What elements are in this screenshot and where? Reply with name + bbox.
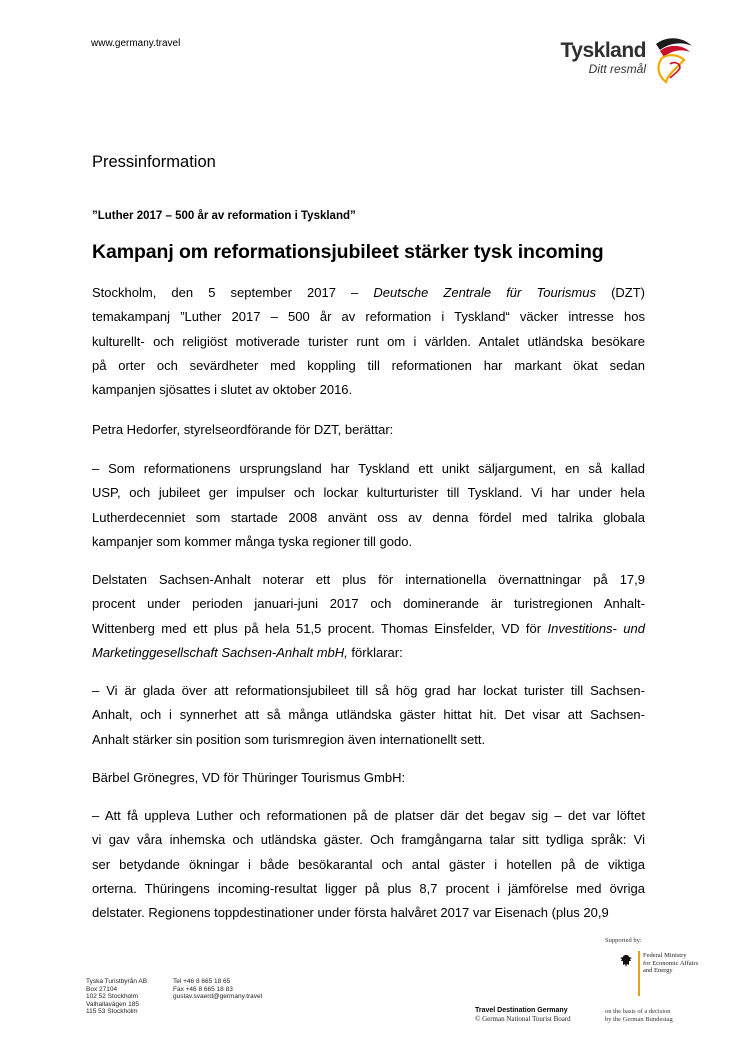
italic-text: Investitions- und (547, 620, 645, 636)
text-line: Wittenberg med ett plus på hela 51,5 procent. Thomas Einsfelder, VD för Investitions- und (92, 620, 645, 636)
text-line: ser betydande ökningar i både besökarantal och antal gäster i hotellen på de viktiga (92, 856, 645, 872)
supported-by-label: Supported by: (605, 937, 642, 944)
federal-eagle-icon (618, 953, 634, 969)
text-line: – Vi är glada över att reformationsjubileet till så hög grad har lockat turister till Sachsen- (92, 683, 645, 698)
bundestag-note (605, 1008, 673, 1023)
ministry-line: Federal Ministry (643, 952, 687, 959)
text-line: Anhalt stärker sin position som turismregion även internationellt sett. (92, 731, 486, 747)
address-line: 115 53 Stockholm (86, 1008, 138, 1016)
text-line: Anhalt, och i synnerhet att så många utländska gäster hittat hit. Det visar att Sachsen- (92, 707, 645, 723)
phone-number: Tel +46 8 665 18 65 (173, 978, 231, 985)
address-line: 102 52 Stockholm (86, 993, 139, 1001)
paragraph (92, 457, 645, 554)
ministry-line: and Energy (643, 967, 673, 974)
postal-address (86, 978, 147, 1016)
ministry-line: for Economic Affairs (643, 959, 699, 967)
text-line: Bärbel Grönegres, VD för Thüringer Tourismus GmbH: (92, 770, 406, 785)
text-line: – Som reformationens ursprungsland har Tyskland ett unikt säljargument, en så kallad (92, 461, 645, 476)
logo-wordmark (556, 40, 646, 76)
text-line: Petra Hedorfer, styrelseordförande för DZT, berättar: (92, 422, 394, 437)
email-link[interactable]: gustav.svaerd@germany.travel (173, 993, 263, 1001)
text-line: kulturellt- och religiöst motiverade turister runt om i världen. Antalet utländska besökare (92, 333, 645, 349)
italic-text: Marketinggesellschaft Sachsen-Anhalt mbH, (92, 644, 348, 660)
text-line: USP, och jubileet ger impulser och lockar kulturturister till Tyskland. Vi har under hela (92, 485, 645, 501)
paragraph (92, 766, 645, 790)
text-line: temakampanj ”Luther 2017 – 500 år av reformation i Tyskland“ väcker intresse hos (92, 309, 645, 325)
text-line: Marketinggesellschaft Sachsen-Anhalt mbH, förklarar: (92, 644, 403, 660)
text-line: – Att få uppleva Luther och reformationen på de platser där det begav sig – det var löftet (92, 808, 645, 823)
fax-number: Fax +46 8 665 18 83 (173, 985, 233, 993)
text-line: delstater. Regionens toppdestinationer under första halvåret 2017 var Eisenach (plus 20,9 (92, 905, 609, 921)
text-line: Lutherdecenniet som startade 2008 använt oss av denna fördel med talrika globala (92, 509, 645, 525)
text-line: orterna. Thüringens incoming-resultat ligger på plus 8,7 procent i jämförelse med övriga (92, 880, 645, 896)
text-line: Delstaten Sachsen-Anhalt noterar ett plus för internationella övernattningar på 17,9 (92, 572, 645, 587)
contact-info (173, 978, 262, 1001)
paragraph (92, 804, 645, 925)
website-url: www.germany.travel (91, 38, 181, 49)
paragraph (92, 281, 645, 402)
paragraph (92, 568, 645, 665)
tdg-credit (475, 1007, 571, 1024)
kicker: ”Luther 2017 – 500 år av reformation i Tyskland” (92, 210, 356, 222)
paragraph (92, 418, 645, 442)
tyskland-swirl-logo-icon (648, 34, 696, 84)
logo-title: Tyskland (560, 39, 646, 62)
text-line: vi gav våra inhemska och utländska gäster. Och framgångarna talar sitt tydliga språk: Vi (92, 832, 645, 848)
tdg-subtitle: © German National Tourist Board (475, 1015, 571, 1023)
text-line: kampanjen sjösattes i slutet av oktober 2016. (92, 382, 353, 398)
headline: Kampanj om reformationsjubileet stärker tysk incoming (92, 241, 604, 263)
flag-stripe (638, 951, 640, 996)
text-line: på orter och sevärdheter med koppling till reformationen har markant ökat sedan (92, 357, 645, 373)
text-line: procent under perioden januari-juni 2017 och dominerande är turistregionen Anhalt- (92, 596, 645, 612)
text-line: kampanjer som kommer många tyska regioner till godo. (92, 533, 413, 549)
address-line: Valhallavägen 185 (86, 1000, 140, 1008)
ministry-name (643, 952, 698, 975)
text-line: Stockholm, den 5 september 2017 – Deutsche Zentrale für Tourismus (DZT) (92, 285, 645, 300)
basis-line: on the basis of a decision (605, 1008, 671, 1015)
basis-line: by the German Bundestag (605, 1015, 673, 1023)
address-line: Tyska Turistbyrån AB (86, 978, 148, 985)
address-line: Box 27104 (86, 985, 118, 993)
paragraph (92, 679, 645, 752)
section-label: Pressinformation (92, 153, 216, 171)
italic-text: Deutsche Zentrale für Tourismus (373, 285, 596, 300)
tdg-title: Travel Destination Germany (475, 1007, 568, 1014)
logo-subtitle: Ditt resmål (588, 62, 646, 76)
